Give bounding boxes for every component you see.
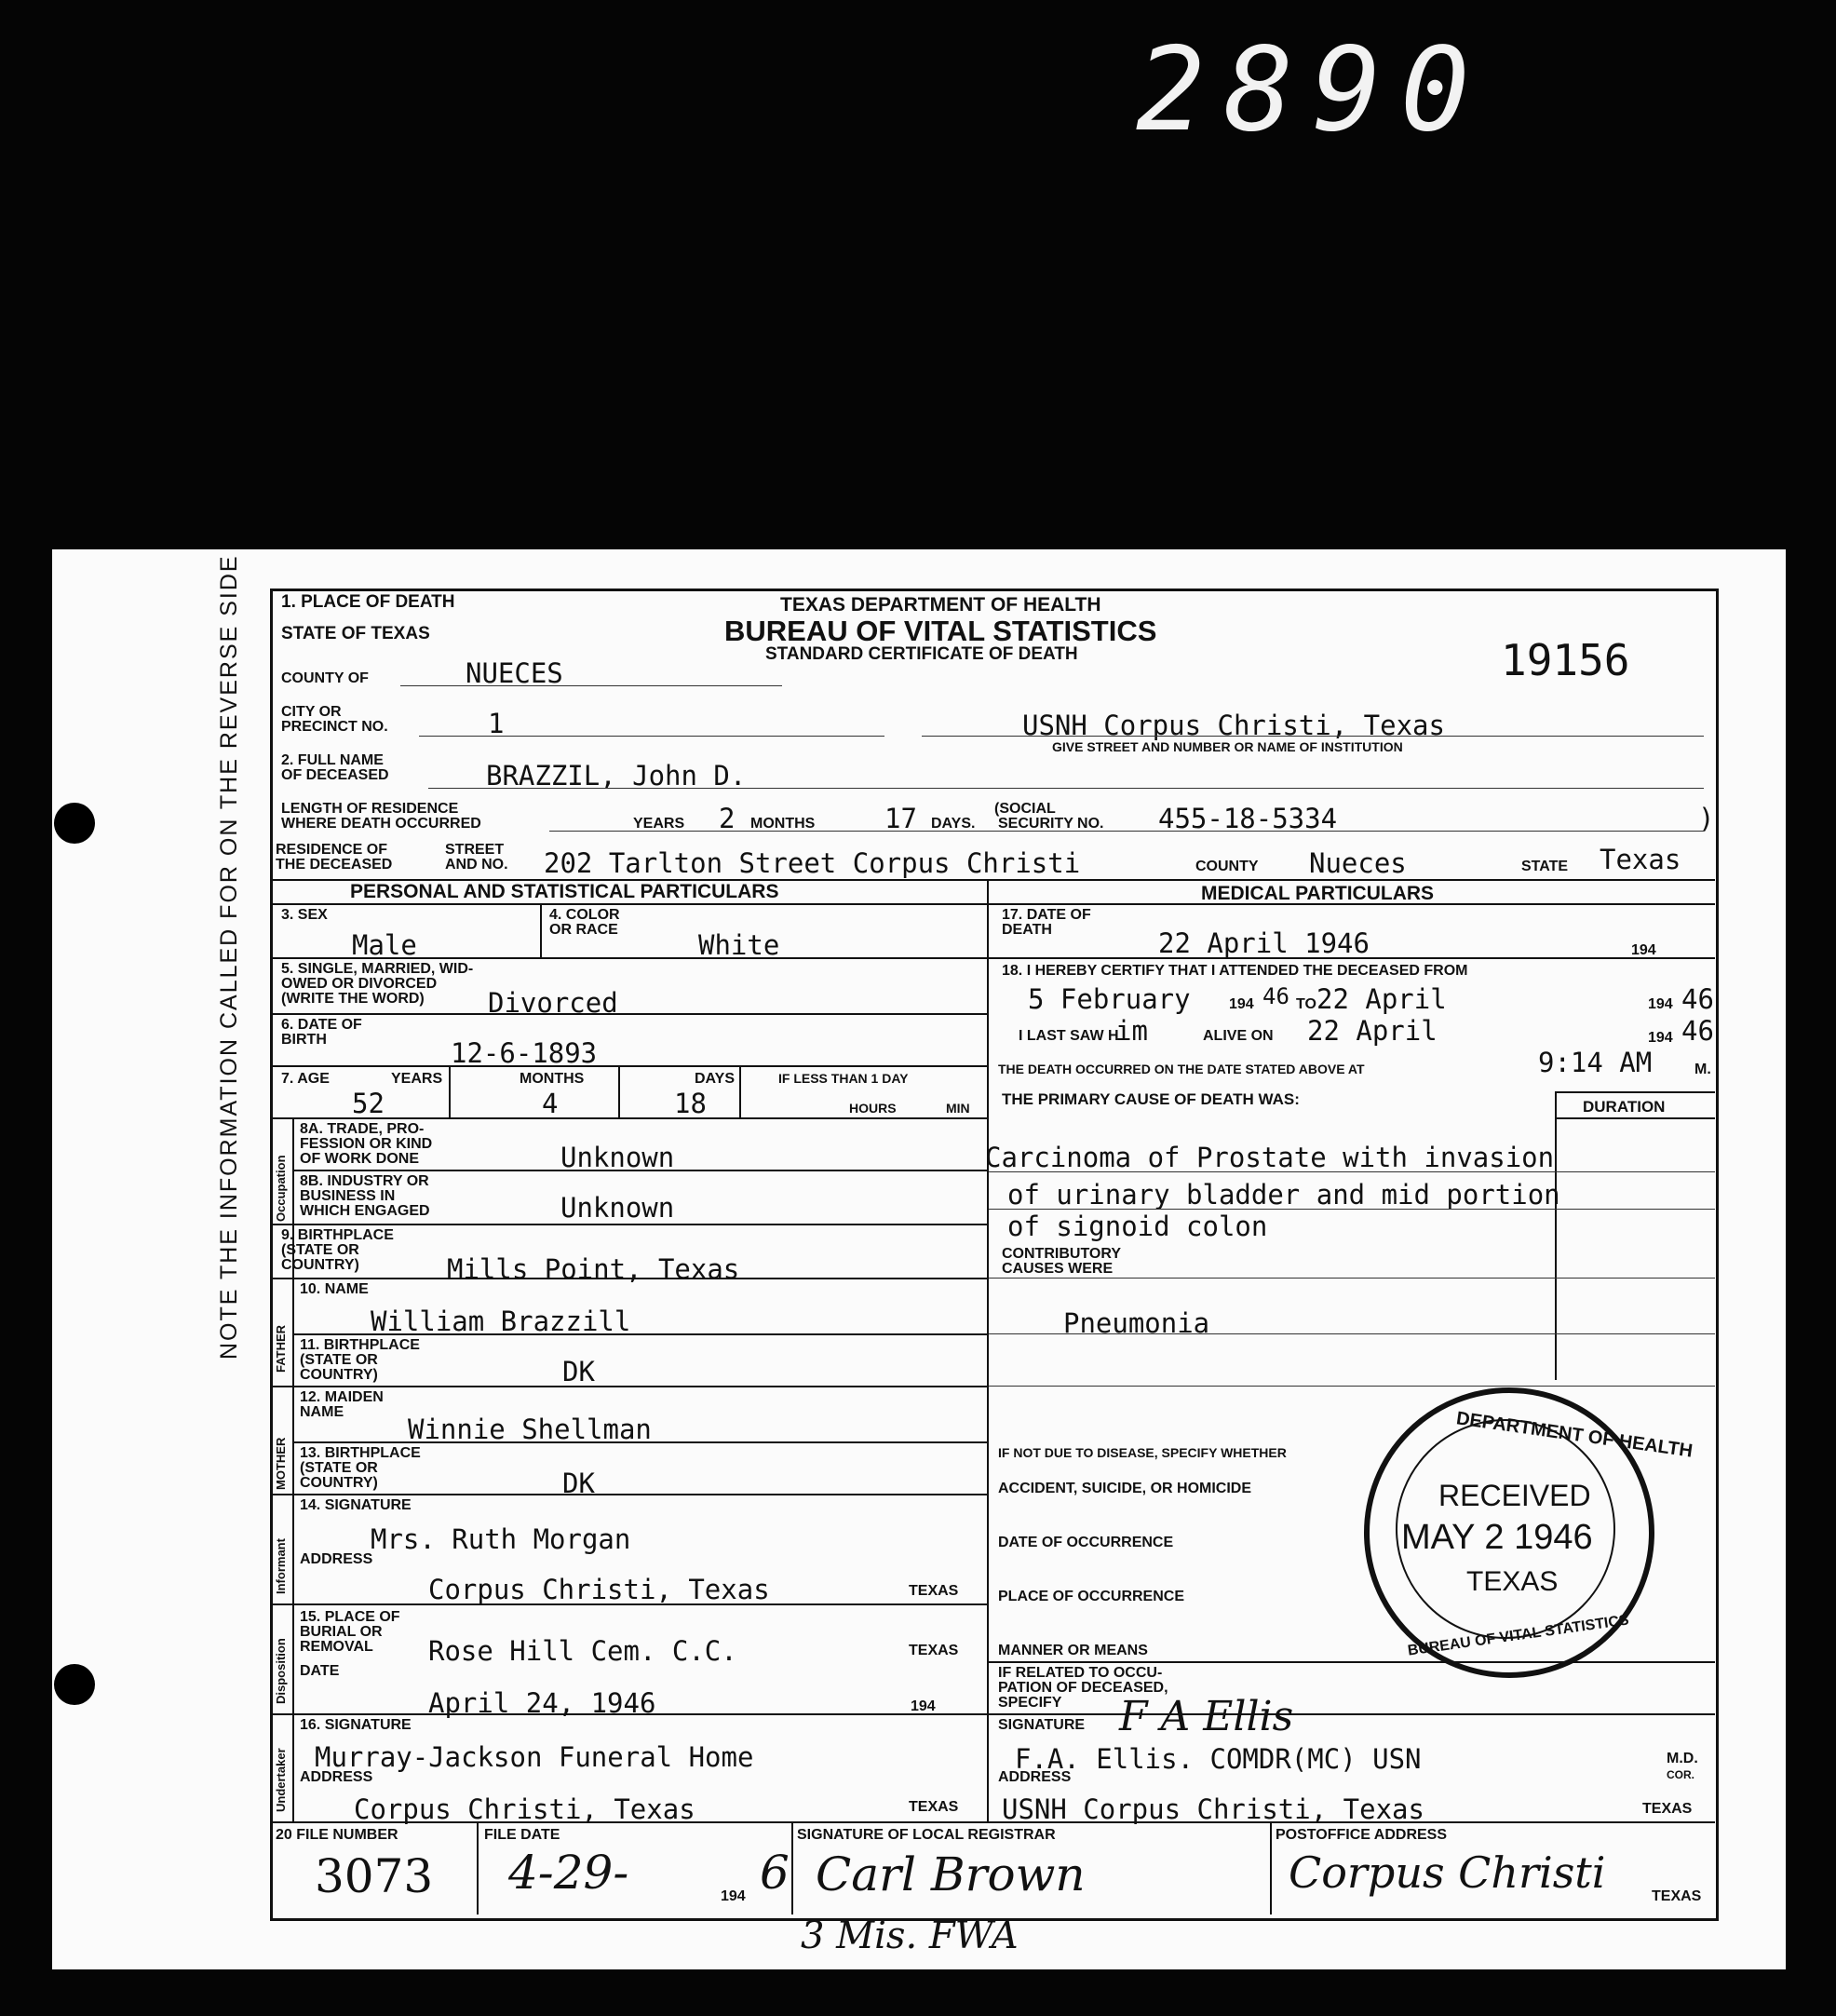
father-bp-label: 11. BIRTHPLACE — [300, 1337, 420, 1353]
days-label: DAYS. — [931, 816, 976, 832]
trade-label2: FESSION OR KIND — [300, 1136, 433, 1152]
dod-label2: DEATH — [1002, 922, 1052, 938]
mother-bp-label3: COUNTRY) — [300, 1475, 378, 1491]
disposition-tag: Disposition — [274, 1638, 288, 1704]
certify-label: 18. I HEREBY CERTIFY THAT I ATTENDED THE DECEASED FROM — [1002, 963, 1468, 979]
mother-name-label2: NAME — [300, 1404, 344, 1420]
residence-months: 17 — [884, 803, 917, 834]
manner-label: MANNER OR MEANS — [998, 1643, 1148, 1658]
certificate-number: 19156 — [1501, 635, 1630, 685]
birthplace-label2: (STATE OR — [281, 1242, 359, 1258]
race-value: White — [698, 929, 780, 961]
burial-date-194: 194 — [911, 1698, 936, 1714]
primary-cause-label: THE PRIMARY CAUSE OF DEATH WAS: — [1002, 1090, 1300, 1108]
file-number-label: 20 FILE NUMBER — [276, 1827, 398, 1843]
dod-194: 194 — [1631, 942, 1656, 958]
city-label: CITY OR — [281, 704, 342, 720]
accident-label: ACCIDENT, SUICIDE, OR HOMICIDE — [998, 1481, 1252, 1496]
postoffice-texas: TEXAS — [1652, 1888, 1702, 1904]
stamp-dept: DEPARTMENT OF HEALTH — [1454, 1408, 1694, 1462]
duration-label: DURATION — [1583, 1098, 1666, 1116]
ss-close: ) — [1698, 803, 1715, 834]
father-bp-label2: (STATE OR — [300, 1352, 378, 1368]
birthplace-value: Mills Point, Texas — [447, 1253, 740, 1285]
marital-label2: OWED OR DIVORCED — [281, 976, 438, 992]
age-days-label: DAYS — [695, 1071, 735, 1087]
dob-label2: BIRTH — [281, 1032, 327, 1048]
burial-label3: REMOVAL — [300, 1639, 373, 1655]
md-label: M.D. — [1667, 1751, 1698, 1766]
physician-address: USNH Corpus Christi, Texas — [1002, 1793, 1424, 1825]
registrar-label: SIGNATURE OF LOCAL REGISTRAR — [797, 1827, 1056, 1843]
informant-texas: TEXAS — [909, 1583, 959, 1599]
related-label2: PATION OF DECEASED, — [998, 1680, 1168, 1696]
stamp-received: RECEIVED — [1438, 1479, 1591, 1512]
undertaker-address: Corpus Christi, Texas — [354, 1793, 695, 1825]
date-of-birth: 12-6-1893 — [451, 1037, 598, 1069]
street-label: STREET — [445, 842, 505, 858]
marital-label3: (WRITE THE WORD) — [281, 991, 425, 1007]
stamp-state: TEXAS — [1466, 1566, 1559, 1597]
ss-label: (SOCIAL — [994, 801, 1056, 817]
marital-status: Divorced — [488, 987, 618, 1019]
burial-label2: BURIAL OR — [300, 1624, 383, 1640]
age-years-label: YEARS — [391, 1071, 443, 1087]
residence-length-label: LENGTH OF RESIDENCE — [281, 801, 459, 817]
ss-label2: SECURITY NO. — [998, 816, 1104, 832]
trade-label3: OF WORK DONE — [300, 1151, 419, 1167]
birthplace-label: 9. BIRTHPLACE — [281, 1227, 394, 1243]
precinct-value: 1 — [488, 708, 505, 739]
contributory-label2: CAUSES WERE — [1002, 1261, 1114, 1277]
deceased-name: BRAZZIL, John D. — [486, 760, 747, 792]
min-label: MIN — [946, 1101, 970, 1116]
dod-label: 17. DATE OF — [1002, 907, 1091, 923]
side-note: NOTE THE INFORMATION CALLED FOR ON THE REVERSE SIDE — [216, 554, 242, 1360]
file-year: 6 — [760, 1846, 790, 1900]
mother-tag: MOTHER — [274, 1437, 288, 1490]
file-date-label: FILE DATE — [484, 1827, 560, 1843]
cause-line-1: Carcinoma of Prostate with invasion — [985, 1142, 1555, 1173]
undertaker-address-label: ADDRESS — [300, 1769, 373, 1785]
father-name: William Brazzill — [371, 1306, 631, 1337]
father-name-label: 10. NAME — [300, 1281, 369, 1297]
occupation-tag: Occupation — [274, 1155, 288, 1222]
residence-state-label: STATE — [1521, 859, 1569, 874]
file-number: 3073 — [315, 1849, 434, 1903]
to-year: 46 — [1681, 983, 1714, 1015]
bureau-title: BUREAU OF VITAL STATISTICS — [724, 615, 1157, 647]
undertaker-tag: Undertaker — [274, 1748, 288, 1812]
attended-from: 5 February — [1028, 983, 1191, 1015]
attended-to: 22 April — [1316, 983, 1447, 1015]
residence-county-label: COUNTY — [1195, 859, 1259, 874]
time-label: THE DEATH OCCURRED ON THE DATE STATED ABOVE AT — [998, 1062, 1365, 1076]
years-label: YEARS — [633, 816, 685, 832]
mother-name-label: 12. MAIDEN — [300, 1389, 384, 1405]
contributory-label: CONTRIBUTORY — [1002, 1246, 1121, 1262]
stamp-bureau: BUREAU OF VITAL STATISTICS — [1406, 1612, 1630, 1659]
precinct-label: PRECINCT NO. — [281, 719, 388, 735]
file-date: 4-29- — [508, 1846, 629, 1900]
full-name-label: 2. FULL NAME — [281, 752, 384, 768]
mother-birthplace: DK — [562, 1468, 595, 1499]
last-saw-date: 22 April — [1307, 1015, 1438, 1047]
physician-signature-label: SIGNATURE — [998, 1717, 1086, 1733]
institution-label: GIVE STREET AND NUMBER OR NAME OF INSTITUTION — [1052, 739, 1403, 754]
occupation-trade: Unknown — [560, 1142, 675, 1173]
age-label: 7. AGE — [281, 1071, 330, 1087]
age-days: 18 — [674, 1088, 707, 1119]
place-of-death-label: 1. PLACE OF DEATH — [281, 592, 455, 612]
reel-number: 2890 — [1136, 23, 1489, 157]
medical-section-title: MEDICAL PARTICULARS — [1201, 883, 1435, 904]
informant-address-label: ADDRESS — [300, 1551, 373, 1567]
age-months: 4 — [542, 1088, 559, 1119]
physician-name: F.A. Ellis. COMDR(MC) USN — [1015, 1743, 1422, 1775]
stamp-date: MAY 2 1946 — [1401, 1518, 1593, 1557]
residence-label2: THE DECEASED — [276, 857, 393, 873]
physician-texas: TEXAS — [1642, 1801, 1693, 1817]
lastsaw-194: 194 — [1648, 1030, 1673, 1046]
hours-label: HOURS — [849, 1101, 897, 1116]
institution-value: USNH Corpus Christi, Texas — [1022, 710, 1445, 741]
postoffice-address: Corpus Christi — [1289, 1847, 1606, 1898]
occupation-industry: Unknown — [560, 1192, 675, 1224]
industry-label3: WHICH ENGAGED — [300, 1203, 430, 1219]
related-label3: SPECIFY — [998, 1695, 1062, 1711]
to-194: 194 — [1648, 996, 1673, 1012]
punch-hole — [54, 803, 95, 844]
less-than-day-label: IF LESS THAN 1 DAY — [778, 1071, 909, 1086]
industry-label2: BUSINESS IN — [300, 1188, 396, 1204]
trade-label: 8A. TRADE, PRO- — [300, 1121, 425, 1137]
birthplace-label3: COUNTRY) — [281, 1257, 359, 1273]
from-194: 194 — [1229, 996, 1254, 1012]
industry-label: 8B. INDUSTRY OR — [300, 1173, 429, 1189]
mother-bp-label2: (STATE OR — [300, 1460, 378, 1476]
father-bp-label3: COUNTRY) — [300, 1367, 378, 1383]
informant-tag: Informant — [274, 1538, 288, 1594]
lastsaw-year: 46 — [1681, 1015, 1714, 1047]
cor-label: COR. — [1667, 1768, 1694, 1781]
residence-state: Texas — [1600, 844, 1681, 875]
informant-name: Mrs. Ruth Morgan — [371, 1523, 631, 1555]
received-stamp — [1364, 1387, 1694, 1678]
dept-title: TEXAS DEPARTMENT OF HEALTH — [780, 594, 1101, 616]
from-year: 46 — [1262, 983, 1289, 1009]
contributory-cause: Pneumonia — [1063, 1307, 1210, 1339]
color-label: 4. COLOR — [549, 907, 620, 923]
date-of-death: 22 April 1946 — [1158, 927, 1370, 959]
cause-line-2: of urinary bladder and mid portion — [1007, 1179, 1560, 1211]
street-label2: AND NO. — [445, 857, 508, 873]
punch-hole — [54, 1664, 95, 1705]
burial-texas: TEXAS — [909, 1643, 959, 1658]
alive-on-label: ALIVE ON — [1203, 1028, 1274, 1044]
county-label: COUNTY OF — [281, 670, 369, 686]
undertaker-texas: TEXAS — [909, 1799, 959, 1815]
residence-length-label2: WHERE DEATH OCCURRED — [281, 816, 481, 832]
undertaker-name: Murray-Jackson Funeral Home — [315, 1741, 754, 1773]
burial-label: 15. PLACE OF — [300, 1609, 400, 1625]
sex-value: Male — [352, 929, 417, 961]
age-months-label: MONTHS — [520, 1071, 585, 1087]
social-security-number: 455-18-5334 — [1158, 803, 1338, 834]
last-saw-pronoun: im — [1115, 1015, 1148, 1047]
registrar-signature: Carl Brown — [816, 1847, 1086, 1901]
age-years: 52 — [352, 1088, 385, 1119]
residence-years: 2 — [719, 803, 736, 834]
certificate-title: STANDARD CERTIFICATE OF DEATH — [765, 644, 1078, 664]
father-tag: FATHER — [274, 1324, 288, 1373]
informant-address: Corpus Christi, Texas — [428, 1574, 770, 1605]
postoffice-label: POSTOFFICE ADDRESS — [1276, 1827, 1448, 1843]
occurrence-place-label: PLACE OF OCCURRENCE — [998, 1589, 1185, 1604]
full-name-label2: OF DECEASED — [281, 767, 389, 783]
burial-date: April 24, 1946 — [428, 1687, 656, 1719]
county-value: NUECES — [466, 657, 563, 689]
dob-label: 6. DATE OF — [281, 1017, 362, 1033]
personal-section-title: PERSONAL AND STATISTICAL PARTICULARS — [350, 881, 779, 902]
father-birthplace: DK — [562, 1356, 595, 1387]
residence-county: Nueces — [1309, 847, 1407, 879]
file-194: 194 — [721, 1888, 746, 1904]
cause-line-3: of signoid colon — [1007, 1211, 1268, 1242]
burial-date-label: DATE — [300, 1663, 340, 1679]
occurrence-date-label: DATE OF OCCURRENCE — [998, 1535, 1174, 1550]
burial-place: Rose Hill Cem. C.C. — [428, 1635, 737, 1667]
months-label: MONTHS — [750, 816, 816, 832]
mother-maiden-name: Winnie Shellman — [408, 1414, 652, 1445]
not-disease-label: IF NOT DUE TO DISEASE, SPECIFY WHETHER — [998, 1445, 1287, 1460]
last-saw-label: I LAST SAW H — [1019, 1028, 1119, 1044]
color-label2: OR RACE — [549, 922, 618, 938]
bottom-note: 3 Mis. FWA — [801, 1915, 1019, 1957]
to-label: TO — [1296, 996, 1316, 1012]
residence-street: 202 Tarlton Street Corpus Christi — [544, 847, 1081, 879]
physician-address-label: ADDRESS — [998, 1769, 1072, 1785]
time-m: M. — [1694, 1062, 1711, 1077]
related-label: IF RELATED TO OCCU- — [998, 1665, 1163, 1681]
physician-handwritten-signature: F A Ellis — [1119, 1693, 1294, 1740]
undertaker-signature-label: 16. SIGNATURE — [300, 1717, 412, 1733]
mother-bp-label: 13. BIRTHPLACE — [300, 1445, 421, 1461]
time-of-death: 9:14 AM — [1538, 1047, 1653, 1078]
marital-label: 5. SINGLE, MARRIED, WID- — [281, 961, 474, 977]
state-label: STATE OF TEXAS — [281, 624, 430, 643]
informant-signature-label: 14. SIGNATURE — [300, 1497, 412, 1513]
residence-label: RESIDENCE OF — [276, 842, 388, 858]
sex-label: 3. SEX — [281, 907, 328, 923]
